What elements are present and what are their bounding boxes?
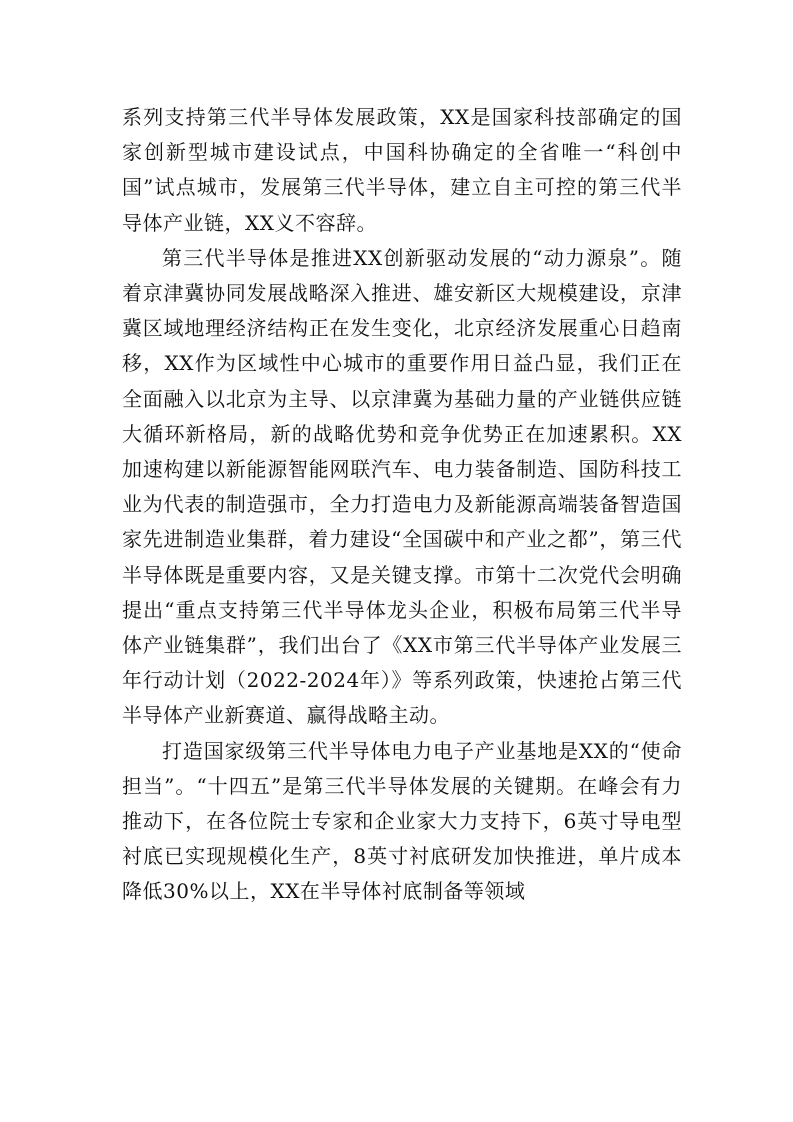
- paragraph-3: 打造国家级第三代半导体电力电子产业基地是XX的“使命担当”。“十四五”是第三代半导体发展的关键期。在峰会有力推动下，在各位院士专家和企业家大力支持下，6英寸导电型衬底已实现规模化生产，8英寸衬底研发加快推进，单片成本降低30%以上，XX在半导体衬底制备等领域: [122, 738, 682, 904]
- paragraph-2: 第三代半导体是推进XX创新驱动发展的“动力源泉”。随着京津冀协同发展战略深入推进、雄安新区大规模建设，京津冀区域地理经济结构正在发生变化，北京经济发展重心日趋南移，XX作为区域性中心城市的重要作用日益凸显，我们正在全面融入以北京为主导、以京津冀为基础力量的产业链供应链大循环新格局，新的战略优势和竞争优势正在加速累积。XX加速构建以新能源智能网联汽车、电力装备制造、国防科技工业为代表的制造强市，全力打造电力及新能源高端装备智造国家先进制造业集群，着力建设“全国碳中和产业之都”，第三代半导体既是重要内容，又是关键支撑。市第十二次党代会明确提出“重点支持第三代半导体龙头企业，积极布局第三代半导体产业链集群”，我们出台了《XX市第三代半导体产业发展三年行动计划（2022-2024年）》等系列政策，快速抢占第三代半导体产业新赛道、赢得战略主动。: [122, 245, 682, 728]
- document-body: [122, 100, 682, 910]
- paragraph-1: 系列支持第三代半导体发展政策，XX是国家科技部确定的国家创新型城市建设试点，中国科协确定的全省唯一“科创中国”试点城市，发展第三代半导体，建立自主可控的第三代半导体产业链，XX义不容辞。: [122, 105, 682, 235]
